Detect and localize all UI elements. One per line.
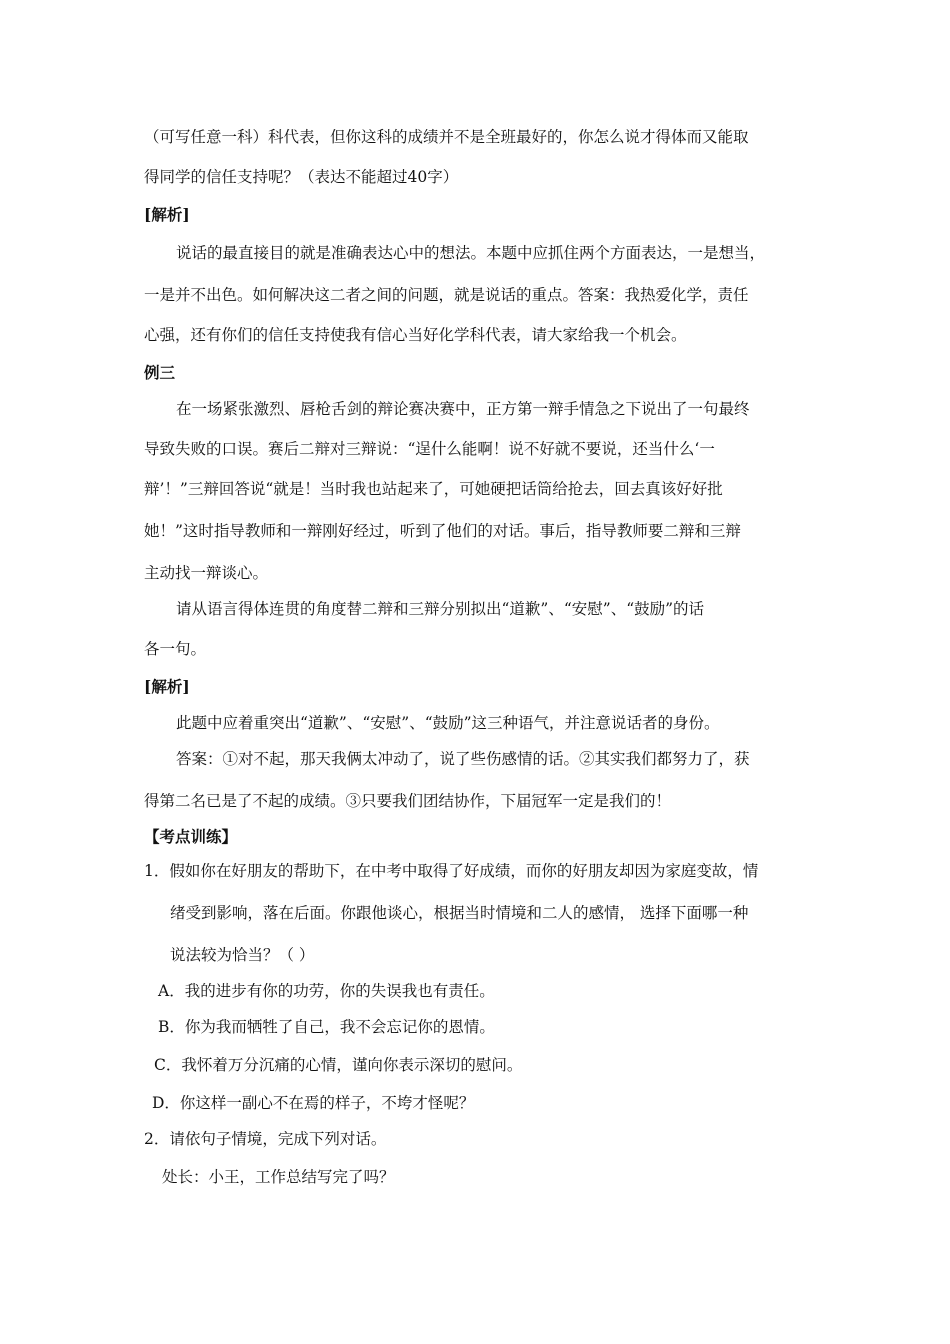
section-heading-practice: 【考点训练】 — [144, 827, 238, 846]
section-heading-analysis: [解析] — [144, 677, 190, 696]
paragraph-line: 得同学的信任支持呢？（表达不能超过40字） — [144, 168, 459, 186]
paragraph-line: （可写任意一科）科代表，但你这科的成绩并不是全班最好的，你怎么说才得体而又能取 — [144, 128, 749, 146]
question-1-line: 1．假如你在好朋友的帮助下，在中考中取得了好成绩，而你的好朋友却因为家庭变故，情 — [144, 862, 759, 880]
option-a: A．我的进步有你的功劳，你的失误我也有责任。 — [158, 982, 495, 1000]
section-heading-example-3: 例三 — [144, 363, 176, 382]
paragraph-line: 各一句。 — [144, 640, 207, 658]
paragraph-line: 答案：①对不起，那天我俩太冲动了，说了些伤感情的话。②其实我们都努力了，获 — [176, 750, 750, 768]
dialogue-line: 处长：小王，工作总结写完了吗？ — [162, 1168, 395, 1186]
paragraph-line: 说话的最直接目的就是准确表达心中的想法。本题中应抓住两个方面表达，一是想当， — [176, 244, 766, 262]
paragraph-line: 此题中应着重突出“道歉”、“安慰”、“鼓励”这三种语气，并注意说话者的身份。 — [176, 714, 720, 732]
paragraph-line: 心强，还有你们的信任支持使我有信心当好化学科代表，请大家给我一个机会。 — [144, 326, 687, 344]
paragraph-line: 得第二名已是了不起的成绩。③只要我们团结协作，下届冠军一定是我们的！ — [144, 792, 672, 810]
paragraph-line: 主动找一辩谈心。 — [144, 564, 269, 582]
option-d: D．你这样一副心不在焉的样子，不垮才怪呢？ — [152, 1094, 475, 1112]
question-2-line: 2．请依句子情境，完成下列对话。 — [144, 1130, 387, 1148]
option-c: C．我怀着万分沉痛的心情，谨向你表示深切的慰问。 — [154, 1056, 523, 1074]
paragraph-line: 辩’！”三辩回答说“就是！当时我也站起来了，可她硬把话筒给抢去，回去真该好好批 — [144, 480, 723, 498]
paragraph-line: 在一场紧张激烈、唇枪舌剑的辩论赛决赛中，正方第一辩手情急之下说出了一句最终 — [176, 400, 750, 418]
paragraph-line: 导致失败的口误。赛后二辩对三辩说：“逞什么能啊！说不好就不要说，还当什么‘一 — [144, 440, 715, 458]
section-heading-analysis: [解析] — [144, 205, 190, 224]
question-1-line: 绪受到影响，落在后面。你跟他谈心，根据当时情境和二人的感情， 选择下面哪一种 — [170, 904, 749, 922]
question-1-line: 说法较为恰当？（ ） — [170, 946, 315, 964]
paragraph-line: 请从语言得体连贯的角度替二辩和三辩分别拟出“道歉”、“安慰”、“鼓励”的话 — [176, 600, 705, 618]
option-b: B．你为我而牺牲了自己，我不会忘记你的恩情。 — [158, 1018, 495, 1036]
paragraph-line: 她！”这时指导教师和一辩刚好经过，听到了他们的对话。事后，指导教师要二辩和三辩 — [144, 522, 741, 540]
paragraph-line: 一是并不出色。如何解决这二者之间的问题，就是说话的重点。答案：我热爱化学，责任 — [144, 286, 749, 304]
